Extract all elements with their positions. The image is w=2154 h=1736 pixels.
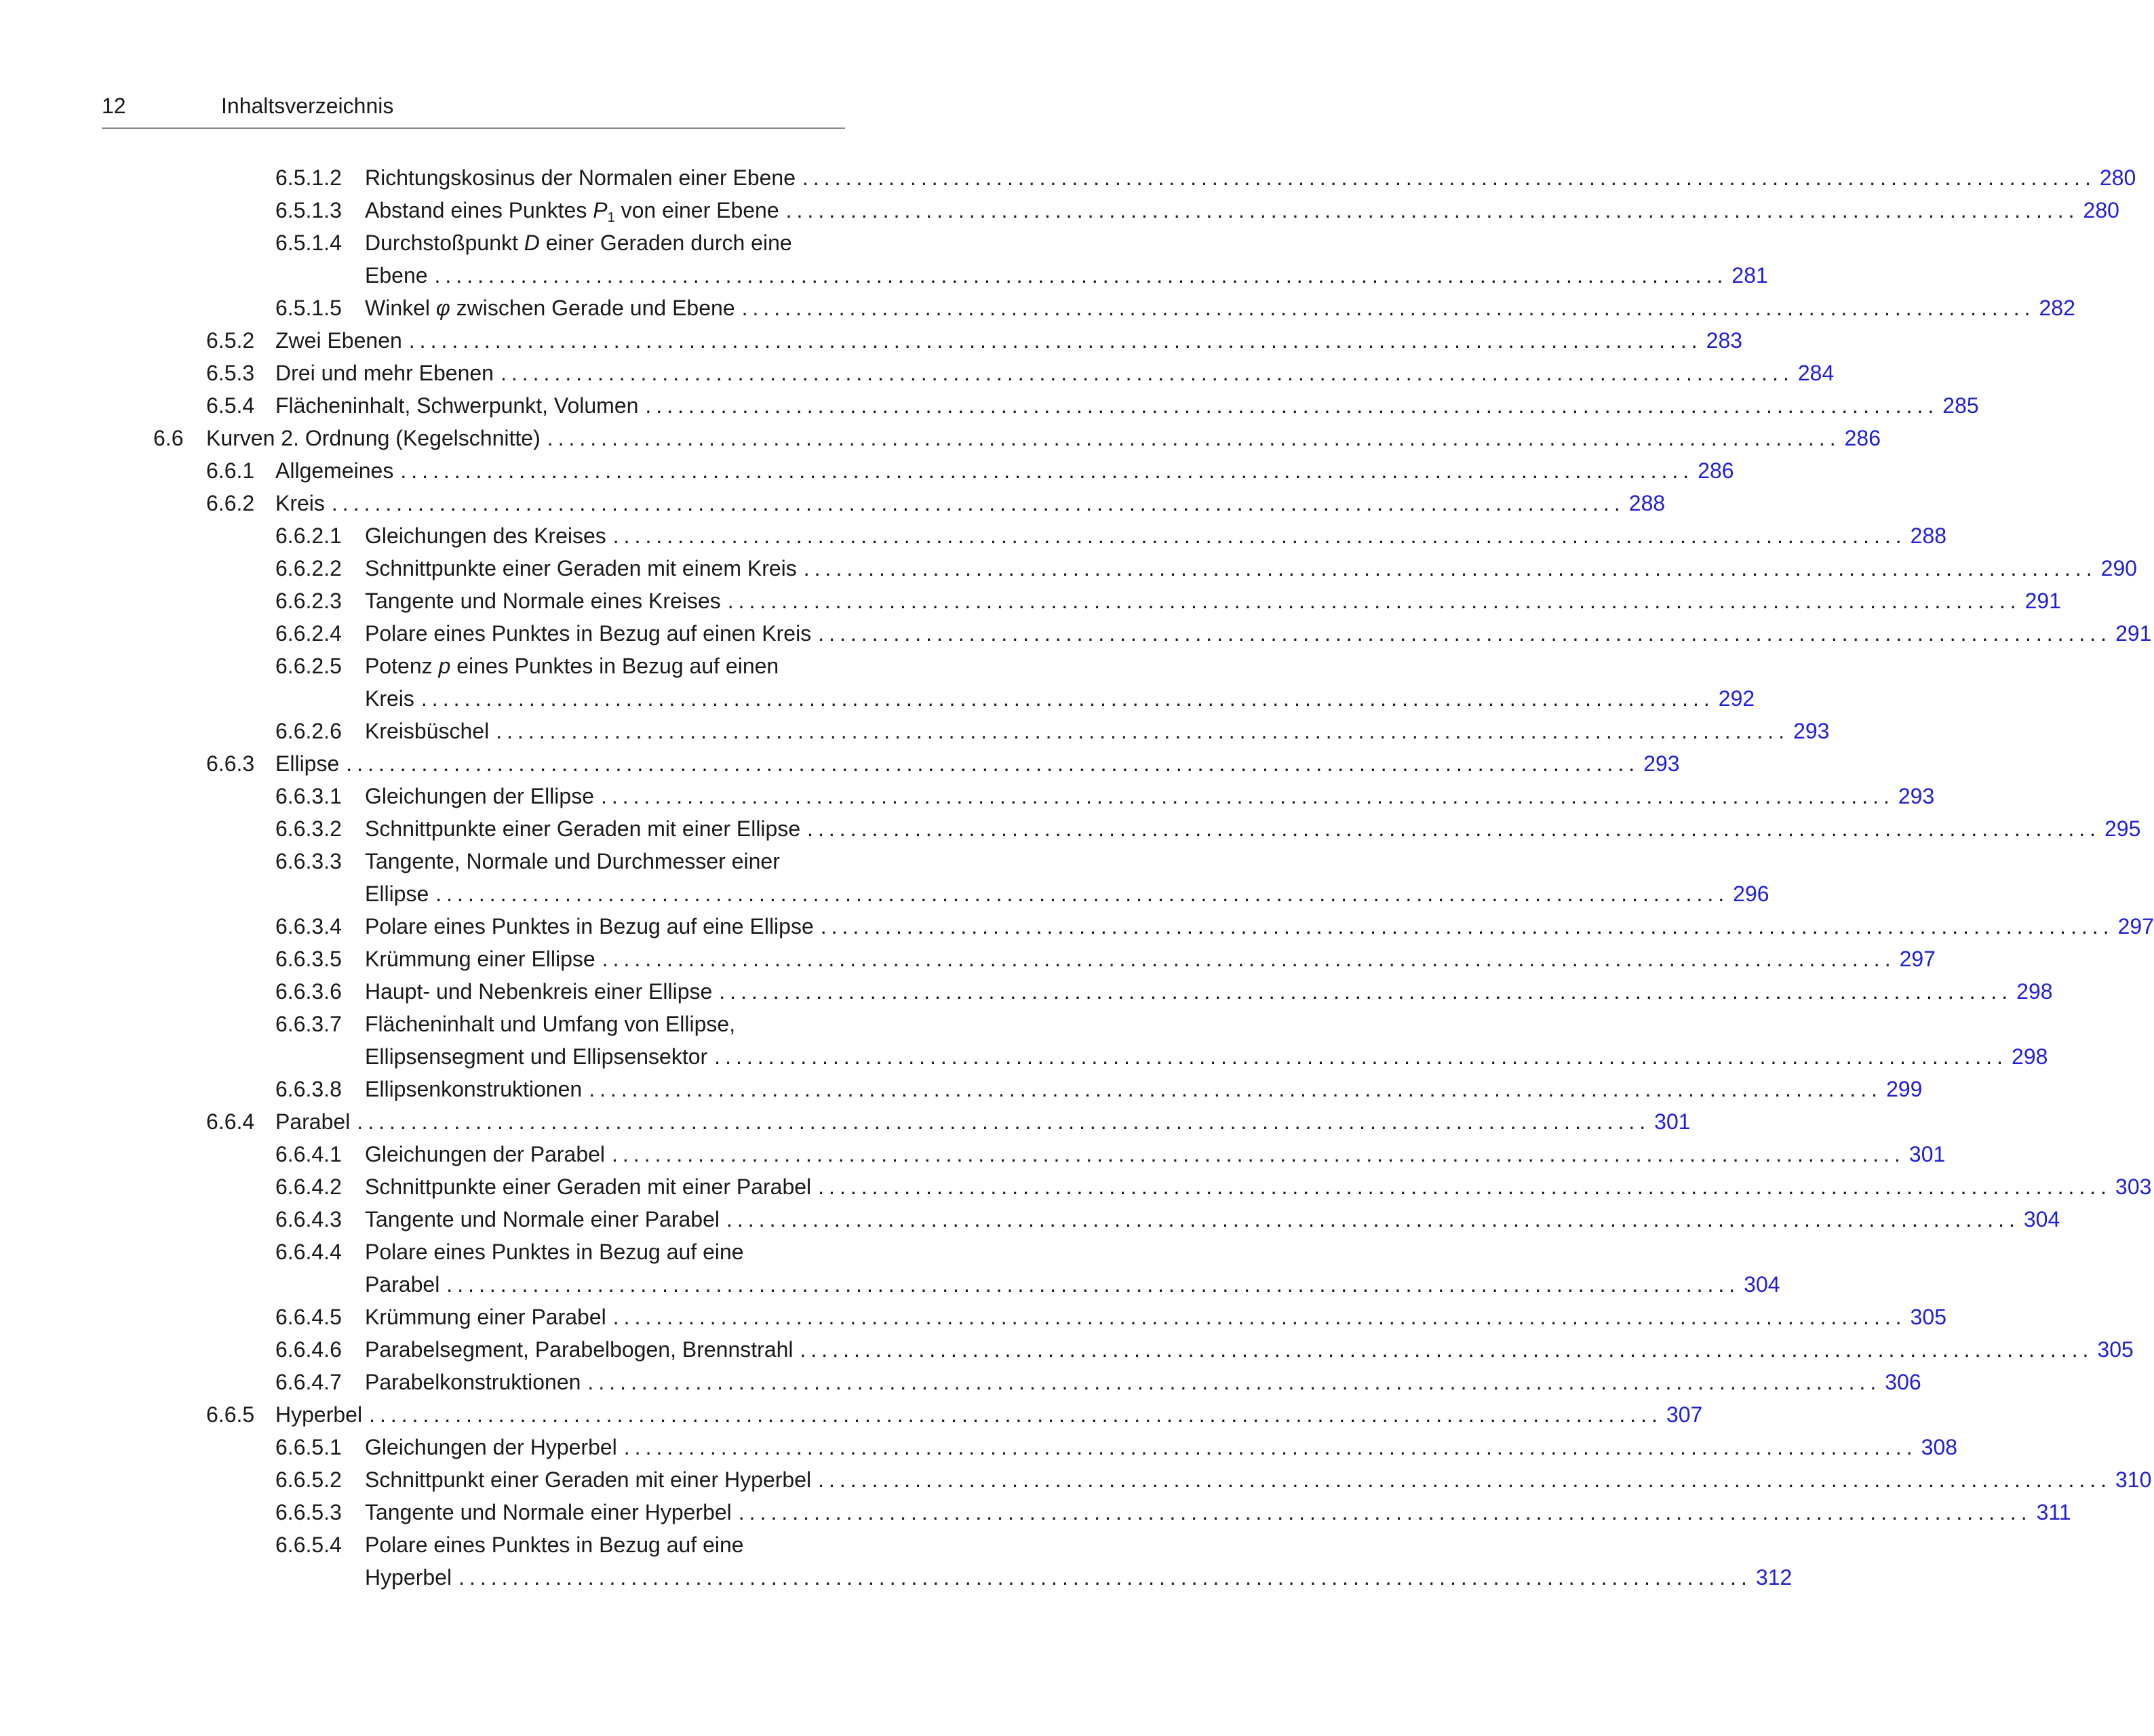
entry-number: 6.5.1.5: [275, 296, 342, 320]
running-title: Inhaltsverzeichnis: [221, 94, 394, 118]
entry-title: Drei und mehr Ebenen: [275, 361, 494, 385]
entry-page-link[interactable]: 299: [1886, 1077, 1923, 1101]
entry-number: 6.6.4.5: [275, 1305, 342, 1329]
toc-entry: 6.6 Kurven 2. Ordnung (Kegelschnitte) ........................................................................................................................ 286: [0, 422, 941, 454]
entry-title: Polare eines Punktes in Bezug auf einen Kreis: [365, 621, 812, 646]
entry-title: Abstand eines Punktes $P_1$ von einer Ebene: [365, 198, 779, 225]
entry-number: 6.5.1.3: [275, 198, 342, 222]
entry-page-link[interactable]: 296: [1733, 882, 1769, 906]
entry-title: Gleichungen der Parabel: [365, 1142, 606, 1166]
entry-title-line1: Flächeninhalt und Umfang von Ellipse,: [365, 1012, 736, 1036]
entry-page-link[interactable]: 283: [1706, 328, 1743, 353]
entry-title-line1: Tangente, Normale und Durchmesser einer: [365, 849, 780, 873]
toc-entry: 6.6.5.3 Tangente und Normale einer Hyperbel ........................................................................................................................ 311: [0, 1496, 941, 1528]
toc-entry: 6.5.2 Zwei Ebenen ........................................................................................................................ 283: [0, 324, 941, 357]
entry-page-link[interactable]: 291: [2115, 621, 2152, 646]
entry-title-line2: Parabel: [365, 1272, 440, 1297]
toc-entry: 6.6.2.5 Potenz p eines Punktes in Bezug auf einen Kreis ........................................................................................................................ 292: [0, 650, 941, 715]
entry-page-link[interactable]: 293: [1793, 719, 1830, 743]
entry-title: Parabel: [275, 1109, 351, 1134]
entry-title: Ellipsenkonstruktionen: [365, 1077, 583, 1101]
entry-number: 6.6.2.5: [275, 654, 342, 678]
toc-entry: 6.6.3.3 Tangente, Normale und Durchmesser einer Ellipse ........................................................................................................................ 296: [0, 845, 941, 910]
toc-entry: 6.6.4.6 Parabelsegment, Parabelbogen, Brennstrahl ........................................................................................................................ 305: [0, 1333, 941, 1366]
toc-entry: 6.6.2.6 Kreisbüschel ........................................................................................................................ 293: [0, 715, 941, 747]
toc-entry: 6.6.5.4 Polare eines Punktes in Bezug auf eine Hyperbel ........................................................................................................................ 312: [0, 1528, 941, 1594]
entry-page-link[interactable]: 308: [1921, 1435, 1958, 1459]
entry-title-line2: Ellipsensegment und Ellipsensektor: [365, 1044, 708, 1069]
entry-number: 6.6.4.2: [275, 1175, 342, 1199]
entry-number: 6.6.5.4: [275, 1533, 342, 1557]
entry-title: Kurven 2. Ordnung (Kegelschnitte): [206, 426, 541, 450]
toc-entry: 6.6.3 Ellipse ........................................................................................................................ 293: [0, 747, 941, 780]
entry-number: 6.6.5: [206, 1402, 255, 1427]
entry-page-link[interactable]: 286: [1844, 426, 1881, 450]
entry-number: 6.6.5.1: [275, 1435, 342, 1459]
toc-entry: 6.5.1.2 Richtungskosinus der Normalen einer Ebene ........................................................................................................................ 280: [0, 161, 941, 194]
toc-entry: 6.6.2.2 Schnittpunkte einer Geraden mit einem Kreis ........................................................................................................................ 290: [0, 552, 941, 585]
entry-number: 6.6.3.3: [275, 849, 342, 873]
entry-number: 6.5.2: [206, 328, 255, 353]
entry-title-line2: Kreis: [365, 686, 414, 711]
entry-title-line1: Potenz p eines Punktes in Bezug auf einen: [365, 654, 779, 678]
entry-number: 6.6.4: [206, 1109, 255, 1134]
entry-page-link[interactable]: 306: [1885, 1370, 1921, 1394]
entry-page-link[interactable]: 303: [2115, 1175, 2152, 1199]
entry-title: Parabelsegment, Parabelbogen, Brennstrahl: [365, 1337, 794, 1362]
page-number: 12: [102, 94, 126, 118]
entry-title: Ellipse: [275, 751, 340, 776]
toc-entry: 6.6.4.3 Tangente und Normale einer Parabel ........................................................................................................................ 304: [0, 1203, 941, 1236]
toc-entry: 6.6.2.4 Polare eines Punktes in Bezug auf einen Kreis ........................................................................................................................ 291: [0, 617, 941, 650]
entry-title: Schnittpunkte einer Geraden mit einer Ellipse: [365, 816, 801, 841]
toc-entry: 6.6.5.2 Schnittpunkt einer Geraden mit einer Hyperbel ........................................................................................................................ 310: [0, 1463, 941, 1496]
entry-page-link[interactable]: 297: [2117, 914, 2154, 939]
entry-number: 6.6.2: [206, 491, 255, 515]
entry-title: Richtungskosinus der Normalen einer Ebene: [365, 165, 796, 190]
running-header: [102, 94, 845, 129]
entry-page-link[interactable]: 288: [1910, 524, 1947, 548]
entry-title: Zwei Ebenen: [275, 328, 402, 353]
entry-number: 6.5.3: [206, 361, 255, 385]
entry-number: 6.6.1: [206, 458, 255, 483]
entry-page-link[interactable]: 307: [1666, 1402, 1703, 1427]
entry-title-line1: Polare eines Punktes in Bezug auf eine: [365, 1533, 744, 1557]
entry-number: 6.6.3.1: [275, 784, 342, 808]
toc-entry: 6.6.4.4 Polare eines Punktes in Bezug auf eine Parabel ........................................................................................................................ 304: [0, 1236, 941, 1301]
entry-number: 6.6.2.2: [275, 556, 342, 580]
toc-entry: 6.6.3.5 Krümmung einer Ellipse ........................................................................................................................ 297: [0, 943, 941, 975]
toc-entry: 6.6.3.6 Haupt- und Nebenkreis einer Ellipse ........................................................................................................................ 298: [0, 975, 941, 1008]
entry-number: 6.6.2.6: [275, 719, 342, 743]
entry-number: 6.5.1.4: [275, 231, 342, 255]
entry-number: 6.5.1.2: [275, 165, 342, 190]
toc-entry: 6.6.4 Parabel ........................................................................................................................ 301: [0, 1105, 941, 1138]
table-of-contents: [0, 161, 2154, 1594]
entry-page-link[interactable]: 281: [1731, 263, 1768, 288]
entry-number: 6.6.2.1: [275, 524, 342, 548]
entry-title: Hyperbel: [275, 1402, 363, 1427]
entry-title: Gleichungen der Ellipse: [365, 784, 594, 808]
entry-title: Schnittpunkte einer Geraden mit einem Kreis: [365, 556, 797, 580]
toc-entry: 6.6.3.7 Flächeninhalt und Umfang von Ellipse, Ellipsensegment und Ellipsensektor ........................................................................................................................ 298: [0, 1008, 941, 1073]
entry-page-link[interactable]: 305: [2097, 1337, 2134, 1362]
entry-page-link[interactable]: 310: [2115, 1467, 2152, 1492]
toc-entry: 6.6.3.4 Polare eines Punktes in Bezug auf eine Ellipse ........................................................................................................................ 297: [0, 910, 941, 943]
entry-title: Flächeninhalt, Schwerpunkt, Volumen: [275, 393, 639, 418]
entry-title-line2: Ellipse: [365, 882, 429, 906]
entry-title: Schnittpunkte einer Geraden mit einer Parabel: [365, 1175, 812, 1199]
toc-entry: 6.5.3 Drei und mehr Ebenen ........................................................................................................................ 284: [0, 357, 941, 389]
entry-page-link[interactable]: 312: [1755, 1565, 1793, 1590]
entry-number: 6.6.3.8: [275, 1077, 342, 1101]
entry-title: Winkel φ zwischen Gerade und Ebene: [365, 296, 735, 320]
entry-title: Krümmung einer Parabel: [365, 1305, 606, 1329]
entry-number: 6.5.4: [206, 393, 255, 418]
toc-entry: 6.6.4.7 Parabelkonstruktionen ........................................................................................................................ 306: [0, 1366, 941, 1398]
toc-entry: 6.5.4 Flächeninhalt, Schwerpunkt, Volumen ........................................................................................................................ 285: [0, 389, 941, 422]
entry-number: 6.6.3.7: [275, 1012, 342, 1036]
entry-page-link[interactable]: 280: [2083, 198, 2119, 222]
entry-title: Krümmung einer Ellipse: [365, 947, 595, 971]
entry-page-link[interactable]: 304: [1744, 1272, 1780, 1297]
entry-number: 6.6.2.3: [275, 589, 342, 613]
entry-title: Kreisbüschel: [365, 719, 490, 743]
entry-title: Parabelkonstruktionen: [365, 1370, 581, 1394]
toc-entry: 6.6.1 Allgemeines ........................................................................................................................ 286: [0, 454, 941, 487]
entry-page-link[interactable]: 293: [1643, 751, 1680, 776]
toc-entry: 6.6.5 Hyperbel ........................................................................................................................ 307: [0, 1398, 941, 1431]
toc-entry: 6.6.4.2 Schnittpunkte einer Geraden mit einer Parabel ........................................................................................................................ 303: [0, 1170, 941, 1203]
toc-entry: 6.5.1.3 Abstand eines Punktes $P_1$ von einer Ebene ........................................................................................................................ 280: [0, 194, 941, 226]
entry-page-link[interactable]: 301: [1654, 1109, 1691, 1134]
entry-page-link[interactable]: 293: [1898, 784, 1935, 808]
toc-entry: 6.6.3.8 Ellipsenkonstruktionen ........................................................................................................................ 299: [0, 1073, 941, 1105]
entry-title: Kreis: [275, 491, 325, 515]
entry-page-link[interactable]: 298: [2012, 1044, 2048, 1069]
toc-entry: 6.6.2 Kreis ........................................................................................................................ 288: [0, 487, 941, 519]
entry-page-link[interactable]: 280: [2099, 165, 2136, 190]
entry-page-link[interactable]: 295: [2104, 816, 2141, 841]
entry-page-link[interactable]: 285: [1942, 393, 1979, 418]
toc-entry: 6.6.3.1 Gleichungen der Ellipse ........................................................................................................................ 293: [0, 780, 941, 812]
toc-entry: 6.5.1.4 Durchstoßpunkt D einer Geraden durch eine Ebene ........................................................................................................................ 281: [0, 226, 941, 292]
entry-title: Gleichungen des Kreises: [365, 524, 606, 548]
entry-number: 6.6.5.3: [275, 1500, 342, 1524]
entry-page-link[interactable]: 311: [2036, 1500, 2071, 1524]
toc-entry: 6.6.2.1 Gleichungen des Kreises ........................................................................................................................ 288: [0, 519, 941, 552]
entry-title: Gleichungen der Hyperbel: [365, 1435, 617, 1459]
entry-number: 6.6.4.1: [275, 1142, 342, 1166]
entry-page-link[interactable]: 282: [2039, 296, 2075, 320]
entry-number: 6.6.3.2: [275, 816, 342, 841]
entry-page-link[interactable]: 305: [1910, 1305, 1946, 1329]
entry-number: 6.6.5.2: [275, 1467, 342, 1492]
toc-entry: 6.6.3.2 Schnittpunkte einer Geraden mit einer Ellipse ........................................................................................................................ 295: [0, 812, 941, 845]
toc-entry: 6.6.2.3 Tangente und Normale eines Kreises ........................................................................................................................ 291: [0, 585, 941, 617]
entry-title: Tangente und Normale einer Parabel: [365, 1207, 720, 1231]
entry-title: Polare eines Punktes in Bezug auf eine Ellipse: [365, 914, 814, 939]
entry-page-link[interactable]: 297: [1899, 947, 1936, 971]
entry-number: 6.6.3.5: [275, 947, 342, 971]
entry-title: Tangente und Normale eines Kreises: [365, 589, 721, 613]
entry-title: Schnittpunkt einer Geraden mit einer Hyperbel: [365, 1467, 812, 1492]
entry-number: 6.6.4.7: [275, 1370, 342, 1394]
entry-number: 6.6.4.3: [275, 1207, 342, 1231]
entry-title: Tangente und Normale einer Hyperbel: [365, 1500, 732, 1524]
entry-number: 6.6.3: [206, 751, 255, 776]
entry-number: 6.6.3.6: [275, 979, 342, 1004]
entry-title: Haupt- und Nebenkreis einer Ellipse: [365, 979, 713, 1004]
entry-page-link[interactable]: 298: [2016, 979, 2053, 1004]
entry-title-line2: Ebene: [365, 263, 428, 288]
entry-number: 6.6.4.6: [275, 1337, 342, 1362]
entry-page-link[interactable]: 284: [1797, 361, 1835, 385]
toc-entry: 6.5.1.5 Winkel φ zwischen Gerade und Ebene ........................................................................................................................ 282: [0, 292, 941, 324]
entry-title: Allgemeines: [275, 458, 394, 483]
entry-title-line2: Hyperbel: [365, 1565, 452, 1590]
entry-page-link[interactable]: 291: [2024, 589, 2062, 613]
entry-number: 6.6.3.4: [275, 914, 342, 939]
entry-number: 6.6.2.4: [275, 621, 342, 646]
entry-page-link[interactable]: 292: [1718, 686, 1755, 711]
entry-page-link[interactable]: 286: [1698, 458, 1734, 483]
toc-entry: 6.6.4.5 Krümmung einer Parabel ........................................................................................................................ 305: [0, 1301, 941, 1333]
entry-number: 6.6.4.4: [275, 1240, 342, 1264]
entry-page-link[interactable]: 304: [2023, 1207, 2060, 1231]
entry-page-link[interactable]: 301: [1908, 1142, 1946, 1166]
entry-page-link[interactable]: 288: [1628, 491, 1666, 515]
entry-page-link[interactable]: 290: [2100, 556, 2138, 580]
entry-title-line1: Durchstoßpunkt D einer Geraden durch eine: [365, 231, 792, 255]
entry-number: 6.6: [153, 426, 184, 450]
entry-title-line1: Polare eines Punktes in Bezug auf eine: [365, 1240, 744, 1264]
toc-entry: 6.6.4.1 Gleichungen der Parabel ........................................................................................................................ 301: [0, 1138, 941, 1170]
toc-entry: 6.6.5.1 Gleichungen der Hyperbel ........................................................................................................................ 308: [0, 1431, 941, 1463]
